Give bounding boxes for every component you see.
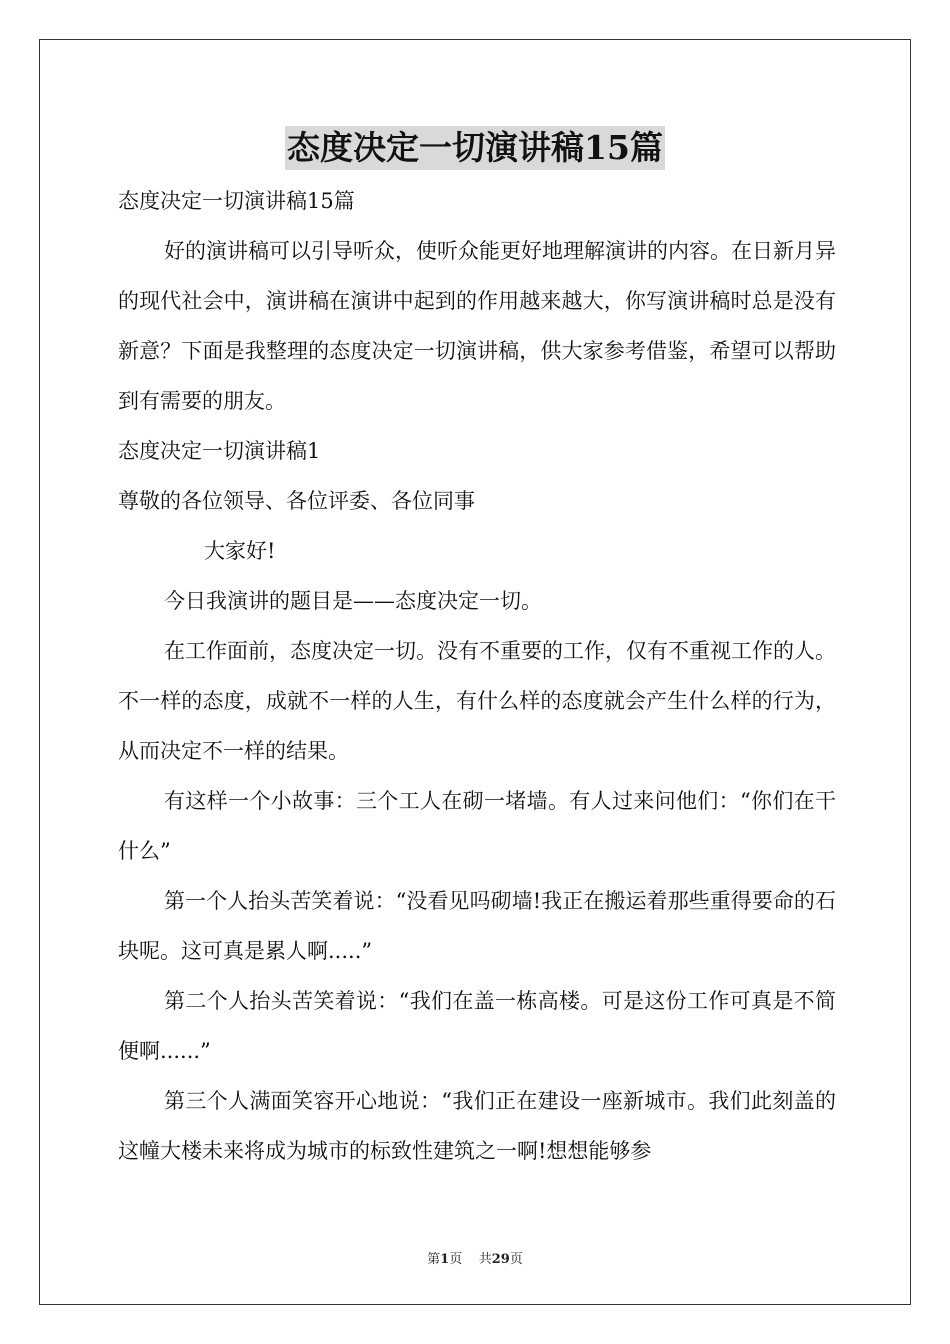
paragraph-intro: 好的演讲稿可以引导听众，使听众能更好地理解演讲的内容。在日新月异的现代社会中，演讲稿在演讲中起到的作用越来越大，你写演讲稿时总是没有新意？下面是我整理的态度决定一切演讲稿，供大家参考借鉴，希望可以帮助到有需要的朋友。: [118, 239, 836, 413]
paragraph-subtitle: 态度决定一切演讲稿15篇: [118, 189, 355, 213]
footer-page-total: 29: [491, 1252, 510, 1267]
document-body: [118, 176, 836, 1176]
footer-page-prefix: 第: [427, 1252, 441, 1267]
paragraph-salutation: 尊敬的各位领导、各位评委、各位同事: [118, 489, 475, 513]
paragraph-second-worker: 第二个人抬头苦笑着说：“我们在盖一栋高楼。可是这份工作可真是不简便啊......”: [118, 989, 836, 1063]
paragraph-body: 在工作面前，态度决定一切。没有不重要的工作，仅有不重视工作的人。不一样的态度，成就不一样的人生，有什么样的态度就会产生什么样的行为，从而决定不一样的结果。: [118, 639, 836, 763]
footer-page-current: 1: [440, 1252, 450, 1267]
footer-total-prefix: 共: [478, 1252, 492, 1267]
document-title: 态度决定一切演讲稿15篇: [285, 126, 665, 170]
footer-total-suffix: 页: [509, 1252, 523, 1267]
paragraph-topic: 今日我演讲的题目是——态度决定一切。: [164, 589, 542, 613]
paragraph-third-worker: 第三个人满面笑容开心地说：“我们正在建设一座新城市。我们此刻盖的这幢大楼未来将成为城市的标致性建筑之一啊!想想能够参: [118, 1089, 836, 1163]
title-container: [0, 126, 950, 170]
paragraph-story: 有这样一个小故事：三个工人在砌一堵墙。有人过来问他们：“你们在干什么”: [118, 789, 836, 863]
paragraph-section-heading: 态度决定一切演讲稿1: [118, 439, 321, 463]
paragraph-first-worker: 第一个人抬头苦笑着说：“没看见吗砌墙!我正在搬运着那些重得要命的石块呢。这可真是累人啊.....”: [118, 889, 836, 963]
footer-page-suffix: 页: [449, 1252, 463, 1267]
paragraph-greeting: 大家好!: [204, 539, 276, 563]
page-footer: [0, 1248, 950, 1267]
